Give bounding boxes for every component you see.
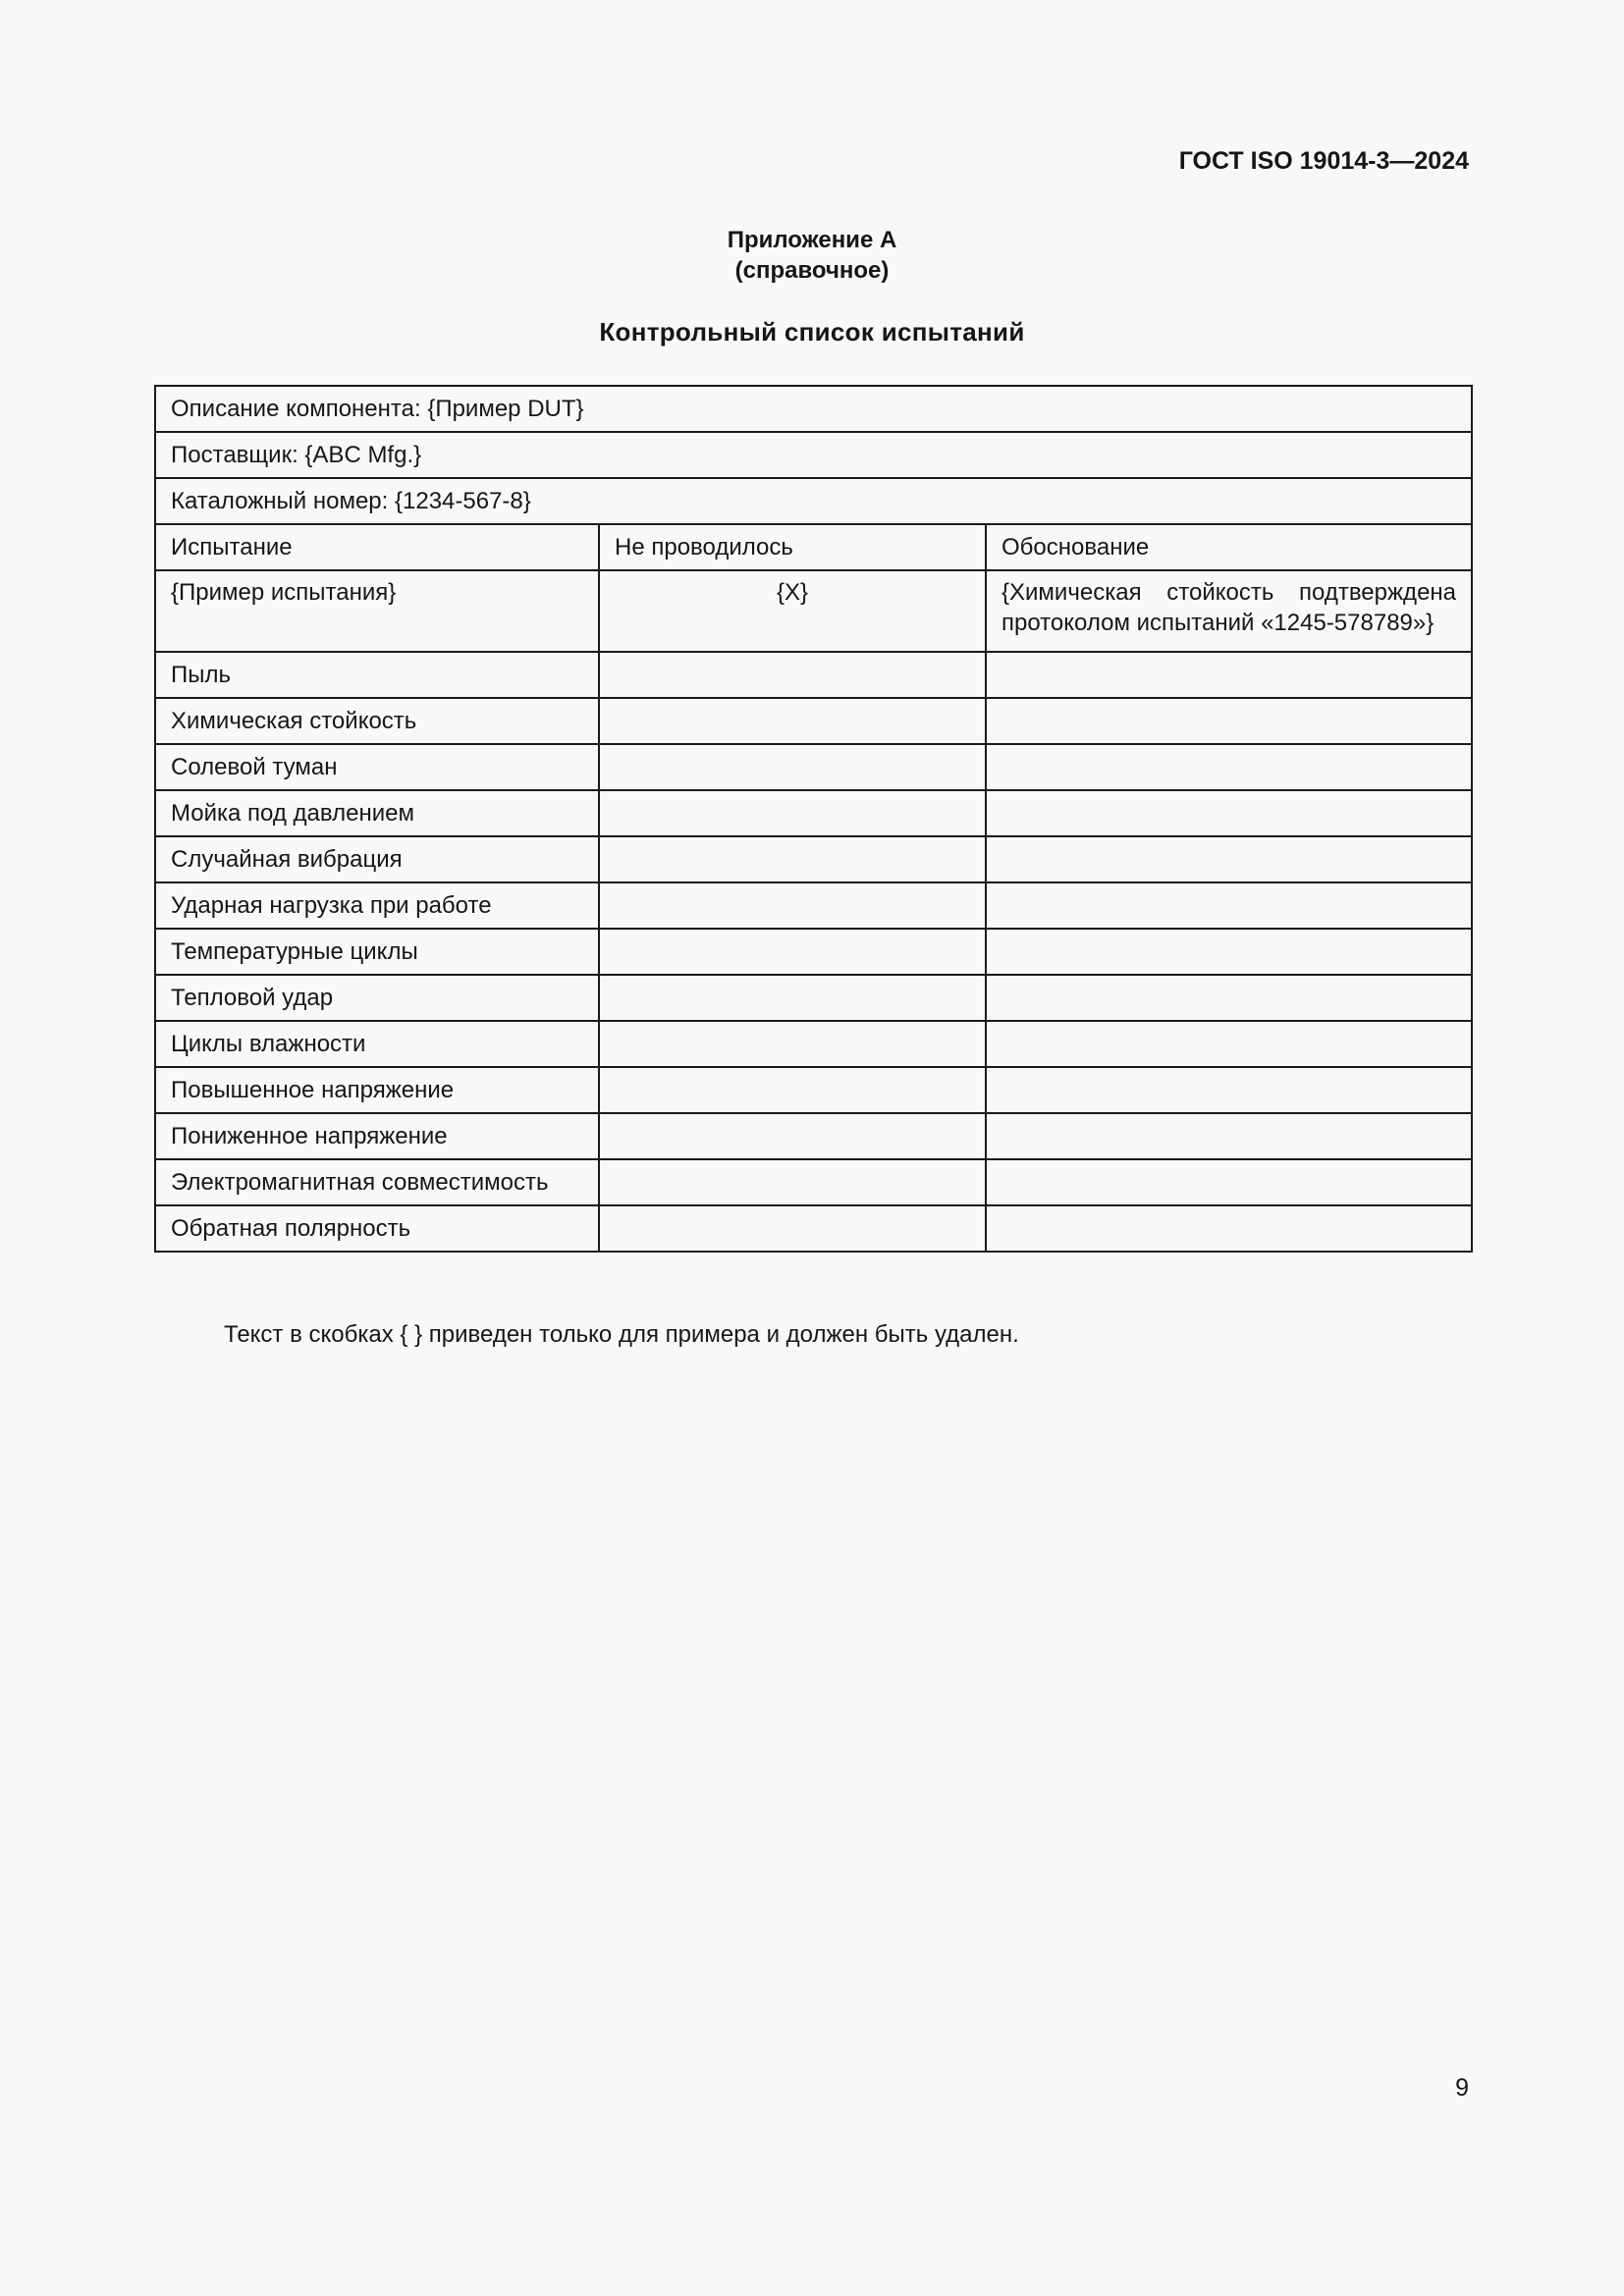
not-performed-cell (599, 1021, 986, 1067)
test-checklist-table (154, 385, 1473, 1253)
test-name: Ударная нагрузка при работе (155, 882, 599, 929)
info-row (155, 478, 1472, 524)
table-row (155, 1067, 1472, 1113)
not-performed-cell (599, 790, 986, 836)
test-name: Электромагнитная совместимость (155, 1159, 599, 1205)
table-row (155, 652, 1472, 698)
test-name: Химическая стойкость (155, 698, 599, 744)
justification-cell (986, 975, 1472, 1021)
column-header-justification: Обоснование (986, 524, 1472, 570)
test-name: Тепловой удар (155, 975, 599, 1021)
not-performed-cell (599, 975, 986, 1021)
not-performed-cell (599, 744, 986, 790)
annex-title: Приложение А (727, 227, 897, 253)
table-row (155, 790, 1472, 836)
info-row (155, 432, 1472, 478)
justification-cell (986, 929, 1472, 975)
justification-cell (986, 652, 1472, 698)
table-row (155, 1021, 1472, 1067)
not-performed-cell (599, 698, 986, 744)
justification-cell (986, 1159, 1472, 1205)
table-title: Контрольный список испытаний (599, 317, 1025, 347)
footnote: Текст в скобках { } приведен только для примера и должен быть удален. (224, 1321, 1019, 1348)
supplier: Поставщик: {ABC Mfg.} (155, 432, 1472, 478)
justification-cell (986, 1113, 1472, 1159)
test-name: Температурные циклы (155, 929, 599, 975)
not-performed-cell (599, 652, 986, 698)
example-test: {Пример испытания} (155, 570, 599, 652)
justification-cell (986, 790, 1472, 836)
justification-cell (986, 698, 1472, 744)
justification-cell (986, 1205, 1472, 1252)
example-not-performed: {X} (599, 570, 986, 652)
test-name: Обратная полярность (155, 1205, 599, 1252)
example-justification: {Химическая стойкость подтверждена протоколом испытаний «1245-578789»} (986, 570, 1472, 652)
table-row (155, 975, 1472, 1021)
test-name: Пыль (155, 652, 599, 698)
info-row (155, 386, 1472, 432)
component-description: Описание компонента: {Пример DUT} (155, 386, 1472, 432)
not-performed-cell (599, 836, 986, 882)
annex-subtitle: (справочное) (734, 257, 890, 284)
test-name: Солевой туман (155, 744, 599, 790)
justification-cell (986, 1021, 1472, 1067)
not-performed-cell (599, 882, 986, 929)
example-row (155, 570, 1472, 652)
catalog-number: Каталожный номер: {1234-567-8} (155, 478, 1472, 524)
not-performed-cell (599, 1113, 986, 1159)
justification-cell (986, 882, 1472, 929)
table-row (155, 882, 1472, 929)
header-row (155, 524, 1472, 570)
annex-heading (0, 225, 1624, 286)
not-performed-cell (599, 1159, 986, 1205)
test-name: Циклы влажности (155, 1021, 599, 1067)
justification-cell (986, 836, 1472, 882)
table-row (155, 698, 1472, 744)
table-row (155, 1113, 1472, 1159)
page-number: 9 (1455, 2074, 1469, 2102)
not-performed-cell (599, 929, 986, 975)
not-performed-cell (599, 1067, 986, 1113)
justification-cell (986, 744, 1472, 790)
table-row (155, 1205, 1472, 1252)
justification-cell (986, 1067, 1472, 1113)
document-code: ГОСТ ISO 19014-3—2024 (1178, 147, 1469, 175)
test-name: Повышенное напряжение (155, 1067, 599, 1113)
test-name: Пониженное напряжение (155, 1113, 599, 1159)
column-header-test: Испытание (155, 524, 599, 570)
table-row (155, 1159, 1472, 1205)
table-row (155, 929, 1472, 975)
not-performed-cell (599, 1205, 986, 1252)
table-row (155, 836, 1472, 882)
column-header-not-performed: Не проводилось (599, 524, 986, 570)
test-name: Мойка под давлением (155, 790, 599, 836)
table-row (155, 744, 1472, 790)
test-name: Случайная вибрация (155, 836, 599, 882)
